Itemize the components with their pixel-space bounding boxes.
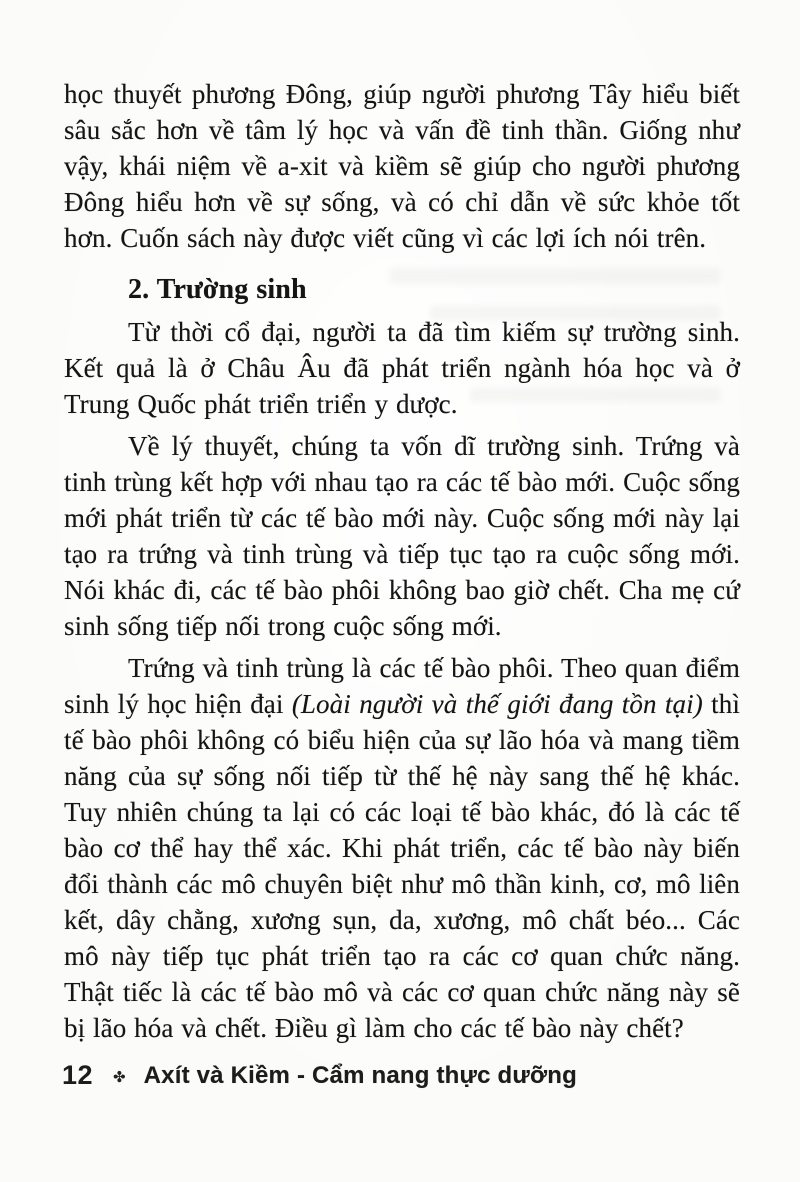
page-footer — [62, 1060, 738, 1091]
section-heading: 2. Trường sinh — [128, 274, 307, 305]
book-reference-italic: (Loài người và thế giới đang tồn tại) — [291, 689, 703, 719]
page-content — [64, 76, 740, 1052]
page-number: 12 — [62, 1060, 94, 1090]
book-title: Axít và Kiềm - Cẩm nang thực dưỡng — [143, 1061, 577, 1089]
paragraph-text: thì tế bào phôi không có biểu hiện của sự lão hóa và mang tiềm năng của sự sống nối tiếp từ thế hệ này sang thế hệ khác. Tuy nhiên chúng ta lại có các loại tế bào khác, đó là các tế bào cơ thể hay thể xác. Khi phát triển, các tế bào này biến đổi thành các mô chuyên biệt như mô thần kinh, cơ, mô liên kết, dây chằng, xương sụn, da, xương, mô chất béo... Các mô này tiếp tục phát triển tạo ra các cơ quan chức năng. Thật tiếc là các tế bào mô và các cơ quan chức năng này sẽ bị lão hóa và chết. Điều gì làm cho các tế bào này chết? — [64, 689, 740, 1043]
paragraph: học thuyết phương Đông, giúp người phương Tây hiểu biết sâu sắc hơn về tâm lý học và vấn đề tinh thần. Giống như vậy, khái niệm về a-xit và kiềm sẽ giúp cho người phương Đông hiểu hơn về sự sống, và có chỉ dẫn về sức khỏe tốt hơn. Cuốn sách này được viết cũng vì các lợi ích nói trên. — [64, 79, 740, 253]
paragraph-text: Trứng và tinh trùng là các tế bào phôi. Theo quan điểm sinh lý học hiện đại — [64, 653, 740, 719]
paragraph — [64, 650, 740, 1046]
clover-separator-icon: ✤ — [113, 1068, 126, 1086]
paragraph: Từ thời cổ đại, người ta đã tìm kiếm sự trường sinh. Kết quả là ở Châu Âu đã phát triển ngành hóa học và ở Trung Quốc phát triển triển y dược. — [64, 317, 740, 419]
paragraph: Về lý thuyết, chúng ta vốn dĩ trường sinh. Trứng và tinh trùng kết hợp với nhau tạo ra các tế bào mới. Cuộc sống mới phát triển từ các tế bào mới này. Cuộc sống mới này lại tạo ra trứng và tinh trùng và tiếp tục tạo ra cuộc sống mới. Nói khác đi, các tế bào phôi không bao giờ chết. Cha mẹ cứ sinh sống tiếp nối trong cuộc sống mới. — [64, 431, 740, 641]
